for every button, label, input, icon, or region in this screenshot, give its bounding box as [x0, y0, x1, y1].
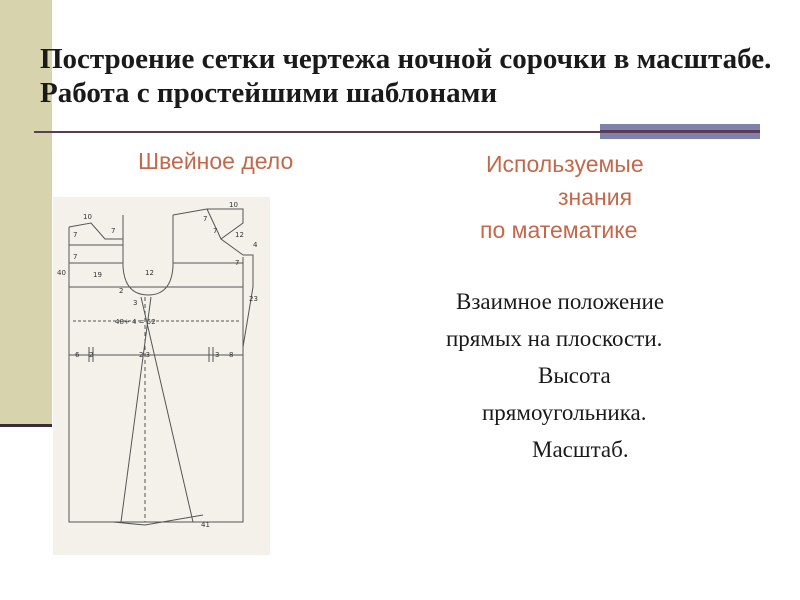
topic-line: Взаимное положение — [456, 289, 665, 314]
math-heading-line-1: Используемые — [486, 151, 644, 177]
dim-label: 7 — [203, 215, 208, 223]
dim-label: 7 — [235, 259, 240, 267]
dim-label: 10 — [229, 201, 238, 209]
dim-label: 2 — [119, 287, 124, 295]
math-topics-list — [420, 283, 760, 468]
dim-label: 12 — [235, 231, 244, 239]
slide-title: Построение сетки чертежа ночной сорочки в масштабе. Работа с простейшими шаблонами — [40, 43, 772, 109]
dim-label: 7 — [73, 253, 78, 261]
dim-label: 3 — [215, 351, 220, 359]
dim-label: 4 — [253, 241, 258, 249]
math-heading-line-2: знания — [558, 184, 633, 210]
dim-label: 40 — [57, 269, 66, 277]
nightgown-pattern-drawing — [53, 197, 270, 555]
side-decor-line — [0, 424, 52, 427]
dim-label: 23 — [249, 295, 258, 303]
math-knowledge-heading — [440, 148, 740, 247]
dim-label: 12 — [145, 269, 154, 277]
right-shoulder-line — [173, 209, 243, 255]
topic-line: прямых на плоскости. — [446, 326, 663, 351]
title-divider-overlay — [600, 130, 760, 133]
dim-label: 19 — [93, 271, 102, 279]
topic-line: Высота — [538, 363, 611, 388]
measure-label: 48+ 4 = 52 — [115, 318, 156, 326]
topic-line: прямоугольника. — [482, 400, 647, 425]
dim-label: 2 3 — [139, 351, 151, 359]
neckline-curve — [123, 215, 173, 295]
dim-label: 2 — [89, 351, 94, 359]
dim-label: 7 — [213, 227, 218, 235]
dim-label: 3 — [133, 299, 138, 307]
math-heading-line-3: по математике — [480, 217, 638, 243]
subject-label: Швейное дело — [138, 148, 294, 174]
pattern-svg — [53, 197, 270, 555]
dim-label: 10 — [83, 213, 92, 221]
dim-label: 7 — [111, 227, 116, 235]
center-diagonal — [141, 297, 193, 522]
dim-label: 41 — [201, 521, 210, 529]
topic-line: Масштаб. — [532, 437, 629, 462]
dim-label: 7 — [73, 231, 78, 239]
dim-label: 8 — [229, 351, 234, 359]
dim-label: 6 — [75, 351, 80, 359]
